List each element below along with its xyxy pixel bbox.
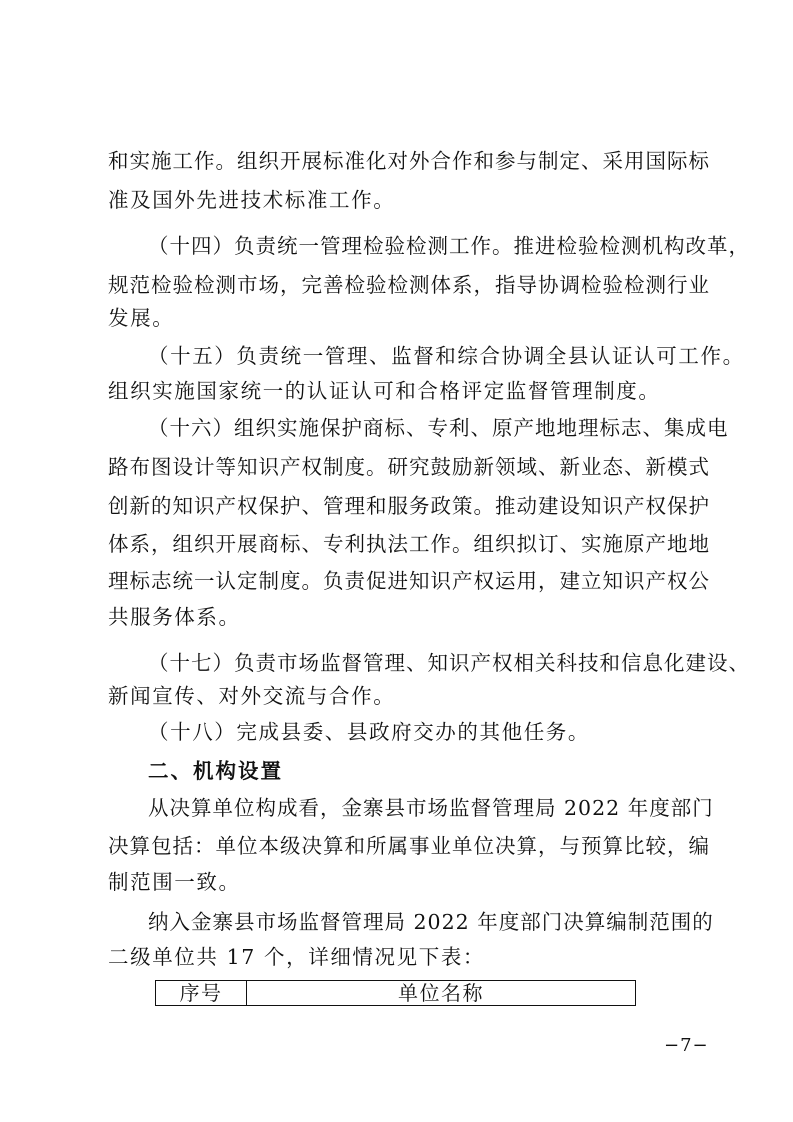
body-text-line: 组织实施国家统一的认证认可和合格评定监督管理制度。 [108, 379, 661, 403]
body-text-line: （十八）完成县委、县政府交办的其他任务。 [148, 720, 590, 744]
column-header-unit-name: 单位名称 [247, 981, 636, 1006]
body-text-line: （十七）负责市场监督管理、知识产权相关科技和信息化建设、 [148, 651, 750, 675]
body-text-line: （十六）组织实施保护商标、专利、原产地地理标志、集成电 [148, 416, 729, 440]
section-heading: 二、机构设置 [148, 759, 283, 783]
body-text-line: （十五）负责统一管理、监督和综合协调全县认证认可工作。 [148, 344, 745, 368]
body-text-line: 规范检验检测市场，完善检验检测体系，指导协调检验检测行业 [108, 273, 710, 297]
body-text-line: 制范围一致。 [108, 870, 241, 894]
body-text-line: 创新的知识产权保护、管理和服务政策。推动建设知识产权保护 [108, 494, 710, 518]
column-header-index: 序号 [156, 981, 247, 1006]
body-text-line: 共服务体系。 [108, 605, 241, 629]
body-text-line: 二级单位共 17 个，详细情况见下表： [108, 945, 486, 969]
body-text-line: 纳入金寨县市场监督管理局 2022 年度部门决算编制范围的 [148, 910, 714, 934]
body-text-line: 准及国外先进技术标准工作。 [108, 188, 396, 212]
body-text-line: 体系，组织开展商标、专利执法工作。组织拟订、实施原产地地 [108, 532, 710, 556]
body-text-line: 从决算单位构成看，金寨县市场监督管理局 2022 年度部门 [148, 796, 714, 820]
units-table [155, 980, 636, 1006]
body-text-line: 发展。 [108, 306, 175, 330]
page-number: −7− [664, 1035, 709, 1056]
body-text-line: 路布图设计等知识产权制度。研究鼓励新领域、新业态、新模式 [108, 455, 710, 479]
body-text-line: 决算包括：单位本级决算和所属事业单位决算，与预算比较，编 [108, 834, 710, 858]
body-text-line: 新闻宣传、对外交流与合作。 [108, 684, 396, 708]
body-text-line: （十四）负责统一管理检验检测工作。推进检验检测机构改革， [148, 234, 750, 258]
table-header-row [156, 981, 636, 1006]
body-text-line: 和实施工作。组织开展标准化对外合作和参与制定、采用国际标 [108, 149, 710, 173]
body-text-line: 理标志统一认定制度。负责促进知识产权运用，建立知识产权公 [108, 569, 710, 593]
